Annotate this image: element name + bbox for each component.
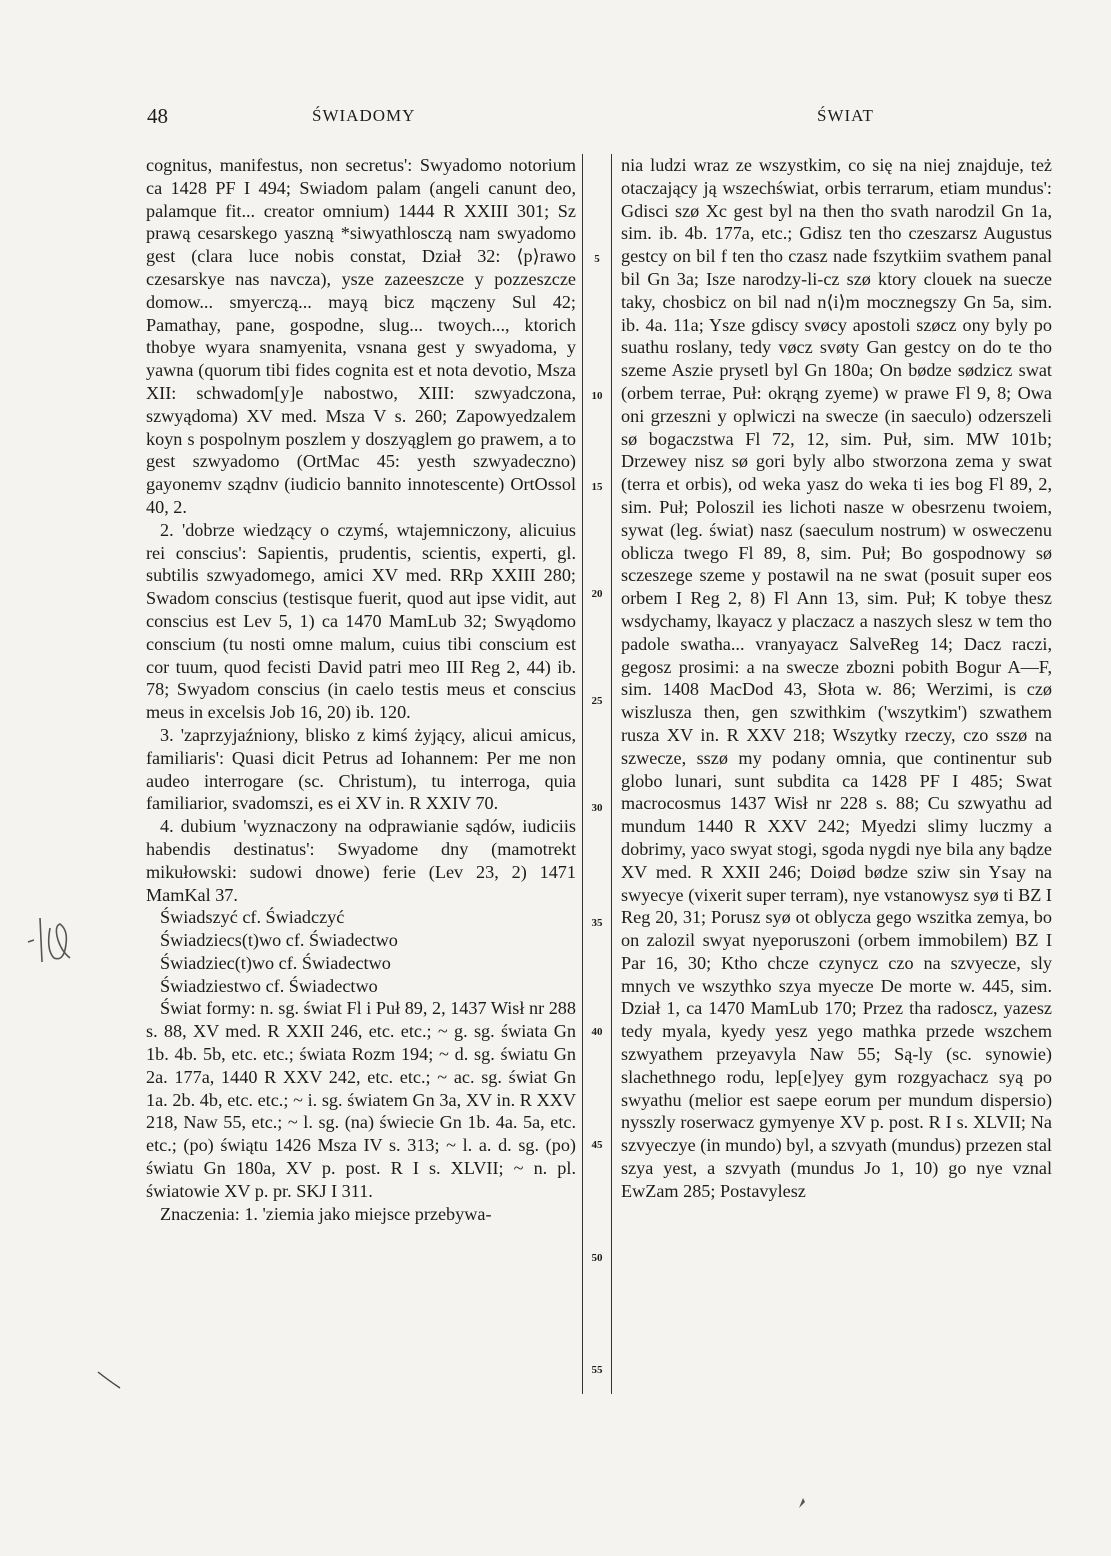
line-number: 55 — [591, 1364, 603, 1376]
pencil-margin-mark — [20, 900, 80, 970]
column-divider-left — [582, 154, 583, 1394]
line-number: 35 — [591, 917, 603, 929]
pencil-stroke-mark — [96, 1368, 126, 1392]
running-head-right: ŚWIAT — [817, 106, 874, 125]
cross-reference-swiadziestwo: Świadziestwo cf. Świadectwo — [160, 975, 378, 996]
entry-swiadomy-sense-2: 2. 'dobrze wiedzący o czymś, wtajemniczony, alicuius rei conscius': Sapientis, prudentis, scientis, experti, gl. subtilis szwyadomego, amici XV med. RRp XXIII 280; Swadom conscius (testisque fuerit, quod aut ipse vidit, aut conscius est Lev 5, 1) ca 1470 MamLub 32; Swyądomo conscium (tu nosti omne malum, cuius tibi conscium est cor tuum, quod fecisti David patri meo III Reg 2, 44) ib. 78; Swyadom conscius (in caelo testis meus et conscius meus in excelsis Job 16, 20) ib. 120. — [146, 519, 576, 723]
line-number: 30 — [591, 802, 603, 814]
right-column — [621, 154, 1052, 1394]
line-number: 45 — [591, 1139, 603, 1151]
entry-swiadomy-sense-3: 3. 'zaprzyjaźniony, blisko z kimś żyjący, alicui amicus, familiaris': Quasi dicit Petrus ad Iohannem: Per me non audeo interrogare (sc. Christum), tu interroga, quia familiarior, svadomszi, es ei XV in. R XXIV 70. — [146, 724, 576, 814]
left-column — [146, 154, 576, 1394]
line-number: 5 — [594, 253, 600, 265]
column-divider-right — [611, 154, 612, 1394]
running-head-left: ŚWIADOMY — [312, 106, 416, 125]
cross-reference-swiadziectwo: Świadziec(t)wo cf. Świadectwo — [160, 952, 391, 973]
line-number: 50 — [591, 1252, 603, 1264]
entry-swiadomy-sense-4: 4. dubium 'wyznaczony na odprawianie sądów, iudiciis habendis destinatus': Swyadome dny (mamotrekt mikułowski: sudowi dnowe) ferie (Lev 23, 2) 1471 MamKal 37. — [146, 816, 576, 905]
entry-swiat-meanings: Znaczenia: 1. 'ziemia jako miejsce przebywa- — [160, 1203, 492, 1224]
line-number: 20 — [591, 588, 603, 600]
entry-swiat-sense-1-continued: nia ludzi wraz ze wszystkim, co się na niej znajduje, też otaczający ją wszechświat, orbis terrarum, etiam mundus': Gdisci szø Xc gest byl na then tho svath narodzil Gn 1a, sim. ib. 4b. 177a, etc.; Gdisz ten tho czeszarsz Augustus gestcy on bil f ten tho czasz nade fszytkiim svathem panal bil Gn 3a; Isze narodzy-li-cz szø ktory clouek na suecze taky, chosbicz on bil nad n⟨i⟩m mocznegszy Gn 5a, sim. ib. 4a. 11a; Ysze gdiscy svøcy apostoli szøcz ony byly po suathu roslany, tedy vøcz svøty Gan gestcy on do te tho szeme Aszie prysetl byl Gn 180a; On bødze sødzicz swat (orbem terrae, Puł: okrąng zyeme) w prawe Fl 9, 8; Owa oni grzeszni y oplwiczi na swecze (in saeculo) odzerszeli sø bogaczstwa Fl 72, 12, sim. Puł, sim. MW 101b; Drzewey nisz sø gori byly albo stworzona zema y swat (terra et orbis), od weka yasz do weka ti ies bog Fl 89, 2, sim. Puł; Poloszil ies lichoti nasze w obesrzenu twoiem, sywat (leg. świat) nasz (saeculum nostrum) w osweczenu oblicza twego Fl 89, 8, sim. Puł; Bo gospodnowy sø sczeszege szeme y postawil na ne swat (posuit super eos orbem I Reg 2, 8) Fl Ann 13, sim. Puł; K tobye thesz wsdychamy, lkayacz y placzacz a naszych slesz w tem tho padole swatha... vranyayacz SalveReg 14; Dacz raczi, gegosz prosimi: a na swecze zbozni pobith Bogur A—F, sim. 1408 MacDod 43, Słota w. 86; Werzimi, is czø wiszlusza then, gen szwithkim ('wszytkim') szwathem rusza XV in. R XXV 218; Wszytky rzeczy, czo sszø na szwecze, sszø my podany omnia, que continentur sub globo lunari, sunt subdita ca 1428 PF I 485; Swat macrocosmus 1437 Wisł nr 228 s. 88; Cu szwyathu ad mundum 1440 R XXV 242; Myedzi slimy luczmy a dobrimy, yaco swyat stogi, sgoda nygdi nye bila any bądze XV med. R XXII 246; Doiød bødze sziw sin Ysay na swyecye (vixerit super terram), nye vstanowysz syø ti BZ I Reg 20, 31; Porusz syø ot oblycza gego wszitka zemya, bo on zalozil swyat nyeporuszoni (orbem immobilem) BZ I Par 16, 30; Ktho chcze czynycz czo na szvyecze, sly mnych ve wszythko szya myecze De morte w. 445, sim. Dział 1, ca 1470 MamLub 170; Przez tha radoscz, yazesz tedy myala, kyedy yesz yego mathka przede wszchem szwyathem przeyavyla Naw 55; Są-ly (sc. synowie) slachethnego rodu, lep[e]yey gym rozgyachacz syą po swyathu (melior est saepe eorum per mundum dispersio) nysszly roserwacz gymyenye XV p. post. R I s. XLVII; Na szvyeczye (in mundo) byl, a szvyath (mundus) przezen stal szya yest, a szvyath (mundus Jo 1, 10) go nye vznal EwZam 285; Postavylesz — [621, 155, 1052, 1201]
cross-reference-swiadszyc: Świadszyć cf. Świadczyć — [160, 907, 345, 928]
line-number: 15 — [591, 481, 603, 493]
line-number: 25 — [591, 695, 603, 707]
running-header — [0, 100, 1111, 130]
line-number: 10 — [591, 390, 603, 402]
cross-reference-swiadziecstwo: Świadziecs(t)wo cf. Świadectwo — [160, 930, 398, 951]
line-number: 40 — [591, 1026, 603, 1038]
ink-speck-mark — [795, 1494, 809, 1510]
entry-swiadomy-sense-1-continued: cognitus, manifestus, non secretus': Swyadomo notorium ca 1428 PF I 494; Swiadom palam (angeli canunt deo, palamque fit... creator omnium) 1444 R XXIII 301; Sz prawą cesarskego yaszną *siwyathlosczą nam swyadomo gest (clara luce nobis constat, Dział 32: ⟨p⟩rawo czesarskye nas navcza), ysze zazeeszcze y pozzeszcze domow... smyerczą... mayą bicz mączeny Sul 42; Pamathay, pane, gospodne, slug... twoych..., ktorich thobye wyara snamyenita, vsnana gest y swyadoma, y yawna (quorum tibi fides cognita est et nota devotio, Msza XII: schwadom[y]e nabostwo, XIII: szwyadczona, szwyądoma) XV med. Msza V s. 260; Zapowyedzalem koyn s pospolnym poszlem y doszyąglem go prawem, a to gest szwyadomo (OrtMac 45: yesth szwyadeczno) gayonemv sządnv (iudicio bannito innotescente) OrtOssol 40, 2. — [146, 155, 576, 517]
page-number: 48 — [147, 104, 168, 128]
entry-swiat-forms: Świat formy: n. sg. świat Fl i Puł 89, 2, 1437 Wisł nr 288 s. 88, XV med. R XXII 246, etc. etc.; ~ g. sg. świata Gn 1b. 4b. 5b, etc. etc.; świata Rozm 194; ~ d. sg. światu Gn 2a. 177a, 1440 R XXV 242, etc. etc.; ~ ac. sg. świat Gn 1a. 2b. 4b, etc. etc.; ~ i. sg. światem Gn 3a, XV in. R XXV 218, Naw 55, etc.; ~ l. sg. (na) świecie Gn 1b. 4a. 5a, etc. etc.; (po) świątu 1426 Msza IV s. 313; ~ l. a. d. sg. (po) światu Gn 180a, XV p. post. R I s. XLVII; ~ n. pl. światowie XV p. pr. SKJ I 311. — [146, 998, 576, 1201]
